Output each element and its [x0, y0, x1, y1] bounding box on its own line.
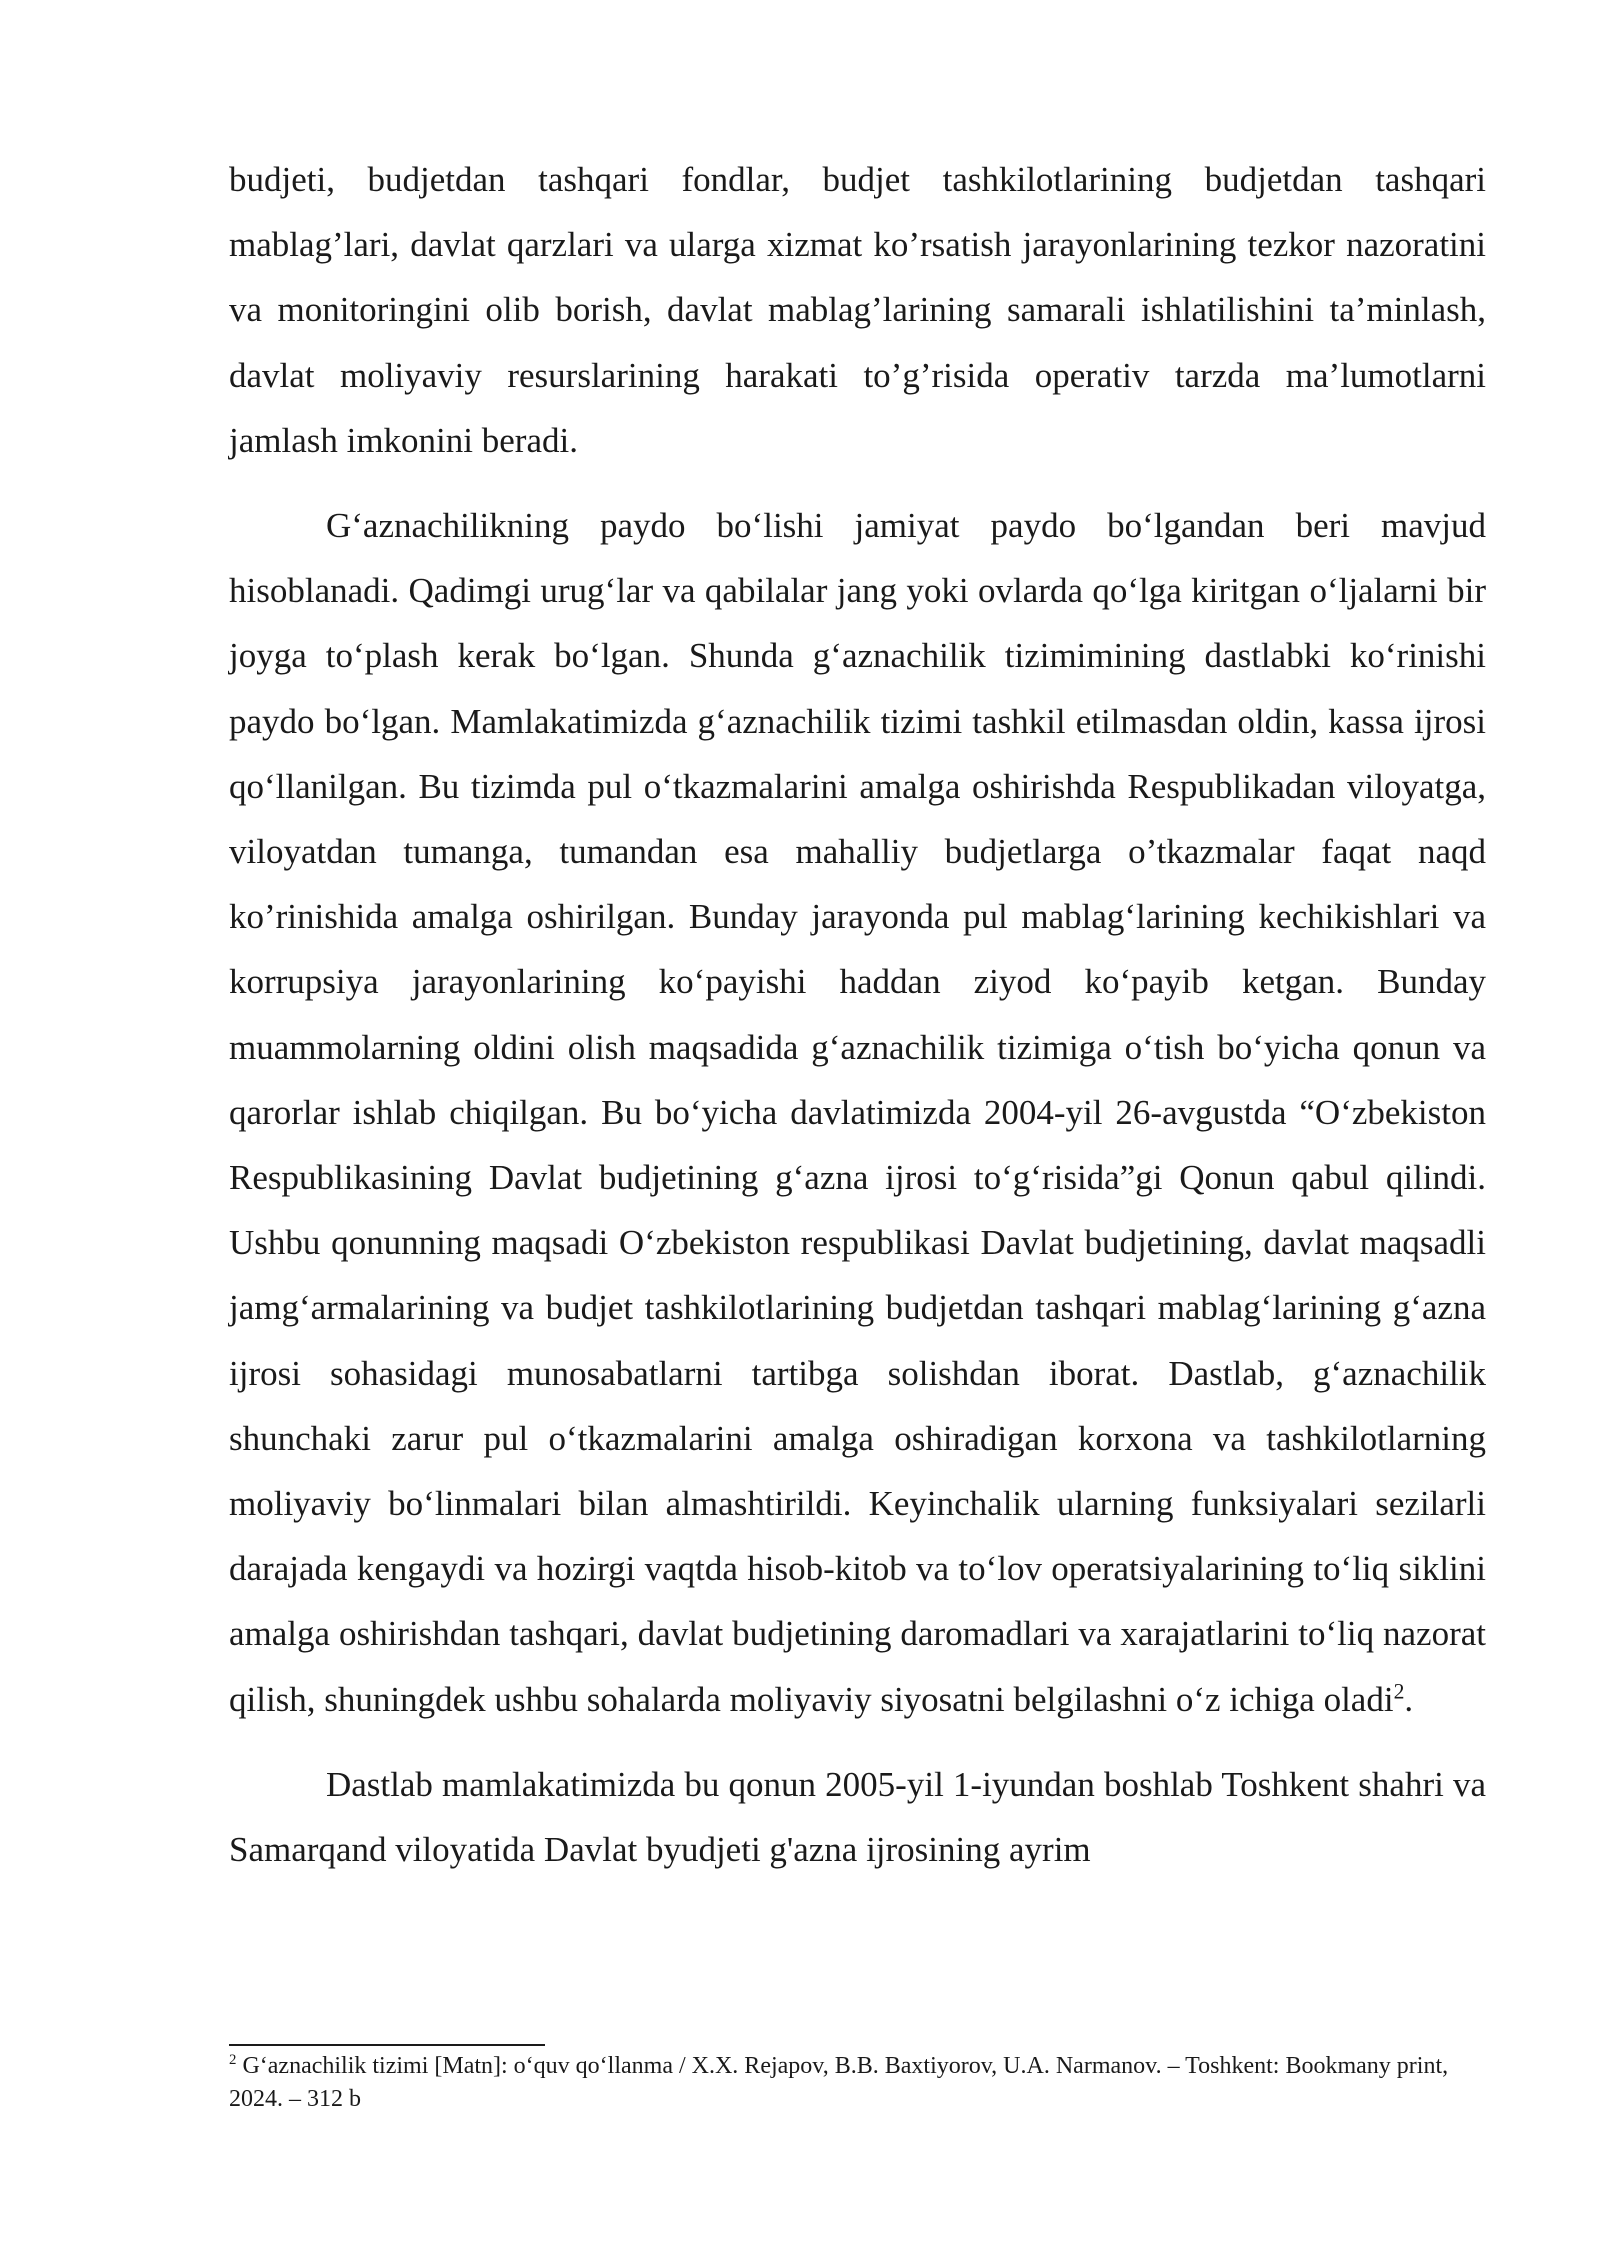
paragraph-2-text: G‘aznachilikning paydo bo‘lishi jamiyat paydo bo‘lgandan beri mavjud hisoblanadi. Qadimgi urug‘lar va qabilalar jang yoki ovlarda qo‘lga kiritgan o‘ljalarni bir joyga to‘plash kerak bo‘lgan. Shunda g‘aznachilik tizimimining dastlabki ko‘rinishi paydo bo‘lgan. Mamlakatimizda g‘aznachilik tizimi tashkil etilmasdan oldin, kassa ijrosi qo‘llanilgan. Bu tizimda pul o‘tkazmalarini amalga oshirishda Respublikadan viloyatga, viloyatdan tumanga, tumandan esa mahalliy budjetlarga o’tkazmalar faqat naqd ko’rinishida amalga oshirilgan. Bunday jarayonda pul mablag‘larining kechikishlari va korrupsiya jarayonlarining ko‘payishi haddan ziyod ko‘payib ketgan. Bunday muammolarning oldini olish maqsadida g‘aznachilik tizimiga o‘tish bo‘yicha qonun va qarorlar ishlab chiqilgan. Bu bo‘yicha davlatimizda 2004-yil 26-avgustda “O‘zbekiston Respublikasining Davlat budjetining g‘azna ijrosi to‘g‘risida”gi Qonun qabul qilindi. Ushbu qonunning maqsadi O‘zbekiston respublikasi Davlat budjetining, davlat maqsadli jamg‘armalarining va budjet tashkilotlarining budjetdan tashqari mablag‘larining g‘azna ijrosi sohasidagi munosabatlarni tartibga solishdan iborat. Dastlab, g‘aznachilik shunchaki zarur pul o‘tkazmalarini amalga oshiradigan korxona va tashkilotlarning moliyaviy bo‘linmalari bilan almashtirildi. Keyinchalik ularning funksiyalari sezilarli darajada kengaydi va hozirgi vaqtda hisob-kitob va to‘lov operatsiyalarining to‘liq siklini amalga oshirishdan tashqari, davlat budjetining daromadlari va xarajatlarini to‘liq nazorat qilish, shuningdek ushbu sohalarda moliyaviy siyosatni belgilashni o‘z ichiga oladi [229, 506, 1486, 1719]
paragraph-2-end-punctuation: . [1404, 1679, 1414, 1719]
paragraph-1 [229, 147, 1486, 473]
footnote-separator [229, 2044, 545, 2046]
paragraph-3 [229, 1752, 1486, 1882]
footnote-reference[interactable]: 2 [1393, 1679, 1405, 1704]
body-text [229, 147, 1486, 1882]
footnote-text: G‘aznachilik tizimi [Matn]: o‘quv qo‘llanma / X.X. Rejapov, B.B. Baxtiyorov, U.A. Narmanov. – Toshkent: Bookmany print, 2024. – 312 b [229, 2053, 1449, 2112]
paragraph-1-text: budjeti, budjetdan tashqari fondlar, budjet tashkilotlarining budjetdan tashqari mablag’lari, davlat qarzlari va ularga xizmat ko’rsatish jarayonlarining tezkor nazoratini va monitoringini olib borish, davlat mablag’larining samarali ishlatilishini ta’minlash, davlat moliyaviy resurslarining harakati to’g’risida operativ tarzda ma’lumotlarni jamlash imkonini beradi. [229, 160, 1486, 460]
paragraph-2 [229, 493, 1486, 1732]
footnote [229, 2050, 1486, 2116]
paragraph-3-text: Dastlab mamlakatimizda bu qonun 2005-yil 1-iyundan boshlab Toshkent shahri va Samarqand viloyatida Davlat byudjeti g'azna ijrosining ayrim [229, 1764, 1486, 1870]
footnote-marker: 2 [229, 2052, 237, 2068]
